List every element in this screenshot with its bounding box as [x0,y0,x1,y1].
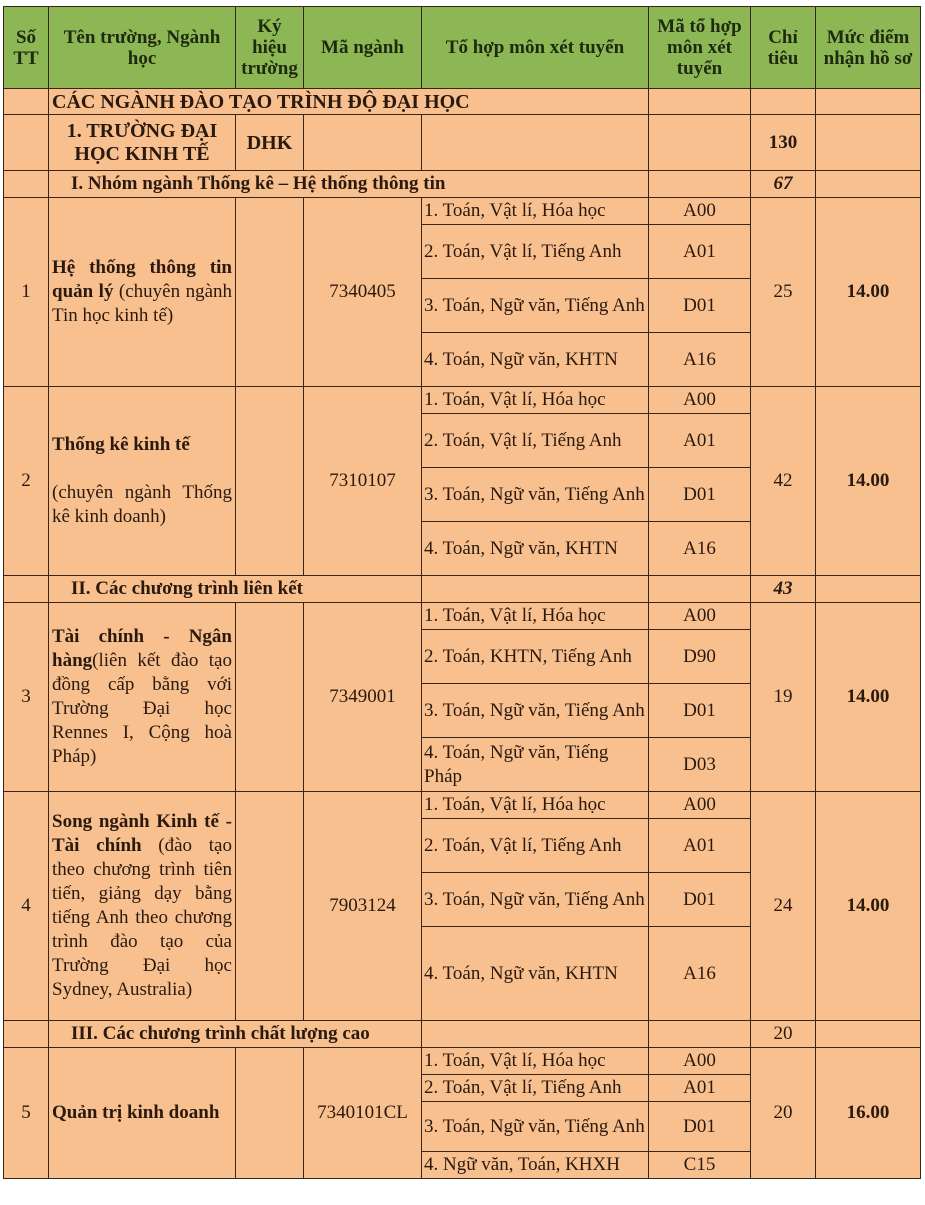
combo-label: 2. Toán, KHTN, Tiếng Anh [422,630,649,684]
row-score: 16.00 [816,1048,921,1179]
section-title: CÁC NGÀNH ĐÀO TẠO TRÌNH ĐỘ ĐẠI HỌC [49,89,649,115]
row-major-code: 7340405 [304,198,422,387]
combo-code: A00 [649,603,751,630]
row-quota: 25 [751,198,816,387]
combo-label: 1. Toán, Vật lí, Hóa học [422,1048,649,1075]
combo-label: 4. Toán, Ngữ văn, KHTN [422,927,649,1021]
row-quota: 20 [751,1048,816,1179]
combo-code: D03 [649,738,751,792]
group-quota: 20 [751,1021,816,1048]
group-title: II. Các chương trình liên kết [49,576,422,603]
row-score: 14.00 [816,603,921,792]
combo-label: 2. Toán, Vật lí, Tiếng Anh [422,819,649,873]
combo-label: 3. Toán, Ngữ văn, Tiếng Anh [422,873,649,927]
combo-label: 3. Toán, Ngữ văn, Tiếng Anh [422,684,649,738]
combo-code: A16 [649,522,751,576]
row-major-name: Hệ thống thông tin quản lý (chuyên ngành Tin học kinh tế) [49,198,236,387]
row-major-code: 7310107 [304,387,422,576]
row-stt: 5 [4,1048,49,1179]
row-quota: 24 [751,792,816,1021]
table-row [4,387,921,414]
combo-code: A01 [649,414,751,468]
table-row [4,792,921,819]
combo-label: 2. Toán, Vật lí, Tiếng Anh [422,225,649,279]
group-title: I. Nhóm ngành Thống kê – Hệ thống thông tin [49,171,649,198]
row-stt: 1 [4,198,49,387]
header-symbol: Ký hiệu trường [236,7,304,89]
group-quota: 67 [751,171,816,198]
combo-code: A01 [649,819,751,873]
combo-label: 2. Toán, Vật lí, Tiếng Anh [422,414,649,468]
combo-code: A01 [649,1075,751,1102]
combo-code: A01 [649,225,751,279]
combo-code: A00 [649,387,751,414]
row-stt: 3 [4,603,49,792]
combo-label: 4. Ngữ văn, Toán, KHXH [422,1152,649,1179]
combo-code: D01 [649,468,751,522]
row-stt: 2 [4,387,49,576]
table-row [4,1048,921,1075]
header-stt: Số TT [4,7,49,89]
group-quota: 43 [751,576,816,603]
combo-code: D90 [649,630,751,684]
school-quota: 130 [751,115,816,171]
combo-code: D01 [649,684,751,738]
combo-code: A00 [649,198,751,225]
group-row [4,576,921,603]
combo-label: 2. Toán, Vật lí, Tiếng Anh [422,1075,649,1102]
row-score: 14.00 [816,792,921,1021]
combo-label: 3. Toán, Ngữ văn, Tiếng Anh [422,279,649,333]
table-row [4,198,921,225]
group-row [4,171,921,198]
combo-label: 4. Toán, Ngữ văn, Tiếng Pháp [422,738,649,792]
combo-code: D01 [649,873,751,927]
combo-code: A00 [649,1048,751,1075]
row-stt: 4 [4,792,49,1021]
group-title: III. Các chương trình chất lượng cao [49,1021,422,1048]
header-combination: Tổ hợp môn xét tuyển [422,7,649,89]
row-major-name: Tài chính - Ngân hàng(liên kết đào tạo đồng cấp bằng với Trường Đại học Rennes I, Cộng hoà Pháp) [49,603,236,792]
combo-label: 1. Toán, Vật lí, Hóa học [422,603,649,630]
section-row [4,89,921,115]
row-major-name: Thống kê kinh tế (chuyên ngành Thống kê kinh doanh) [49,387,236,576]
row-major-code: 7903124 [304,792,422,1021]
school-symbol: DHK [236,115,304,171]
group-row [4,1021,921,1048]
row-quota: 19 [751,603,816,792]
combo-label: 3. Toán, Ngữ văn, Tiếng Anh [422,468,649,522]
header-combination-code: Mã tổ hợp môn xét tuyển [649,7,751,89]
row-major-name: Song ngành Kinh tế - Tài chính (đào tạo theo chương trình tiên tiến, giảng dạy bằng tiếng Anh theo chương trình đào tạo của Trường Đại học Sydney, Australia) [49,792,236,1021]
combo-code: A00 [649,792,751,819]
school-name: 1. TRƯỜNG ĐẠI HỌC KINH TẾ [49,115,236,171]
row-score: 14.00 [816,387,921,576]
row-quota: 42 [751,387,816,576]
header-score: Mức điểm nhận hồ sơ [816,7,921,89]
combo-code: D01 [649,279,751,333]
table-row [4,603,921,630]
combo-code: C15 [649,1152,751,1179]
combo-code: A16 [649,333,751,387]
header-major-code: Mã ngành [304,7,422,89]
combo-label: 3. Toán, Ngữ văn, Tiếng Anh [422,1102,649,1152]
row-major-code: 7340101CL [304,1048,422,1179]
row-score: 14.00 [816,198,921,387]
combo-label: 1. Toán, Vật lí, Hóa học [422,198,649,225]
combo-code: A16 [649,927,751,1021]
row-major-name: Quản trị kinh doanh [49,1048,236,1179]
header-name: Tên trường, Ngành học [49,7,236,89]
combo-label: 4. Toán, Ngữ văn, KHTN [422,522,649,576]
header-quota: Chỉ tiêu [751,7,816,89]
row-major-code: 7349001 [304,603,422,792]
admission-table [3,6,921,1179]
combo-code: D01 [649,1102,751,1152]
header-row [4,7,921,89]
combo-label: 4. Toán, Ngữ văn, KHTN [422,333,649,387]
combo-label: 1. Toán, Vật lí, Hóa học [422,792,649,819]
school-row [4,115,921,171]
combo-label: 1. Toán, Vật lí, Hóa học [422,387,649,414]
